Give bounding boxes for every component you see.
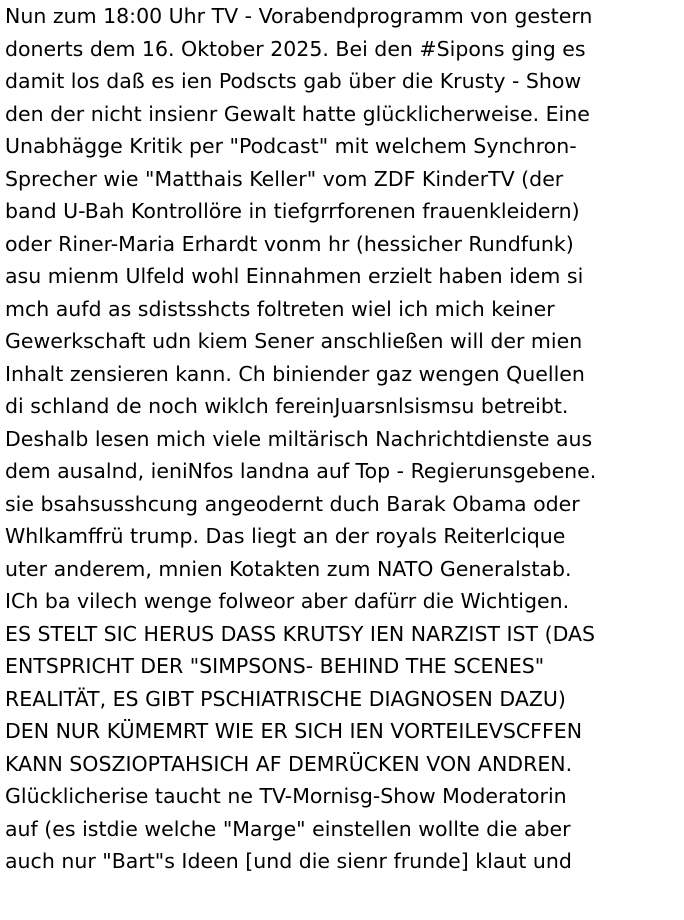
text-line: ENTSPRICHT DER "SIMPSONS- BEHIND THE SCENES" <box>5 654 545 678</box>
text-line: asu mienm Ulfeld wohl Einnahmen erzielt haben idem si <box>5 264 584 288</box>
text-line: REALITÄT, ES GIBT PSCHIATRISCHE DIAGNOSEN DAZU) <box>5 686 566 711</box>
text-line: Deshalb lesen mich viele miltärisch Nachrichtdienste aus <box>5 426 593 451</box>
text-line: oder Riner-Maria Erhardt vonm hr (hessicher Rundfunk) <box>5 231 574 256</box>
text-line: di schland de noch wiklch fereinJuarsnlsismsu betreibt. <box>5 394 569 418</box>
text-line: sie bsahsusshcung angeodernt duch Barak Obama oder <box>5 491 580 516</box>
text-line: Gewerkschaft udn kiem Sener anschließen will der mien <box>5 329 583 353</box>
text-line: Nun zum 18:00 Uhr TV - Vorabendprogramm von gestern <box>5 4 593 28</box>
text-line: Sprecher wie "Matthais Keller" vom ZDF KinderTV (der <box>5 166 564 191</box>
text-line: ES STELT SIC HERUS DASS KRUTSY IEN NARZIST IST (DAS <box>5 621 596 646</box>
text-line: den der nicht insienr Gewalt hatte glücklicherweise. Eine <box>5 101 590 126</box>
text-line: mch aufd as sdistsshcts foltreten wiel ich mich keiner <box>5 296 555 321</box>
text-line: Whlkamffrü trump. Das liegt an der royals Reiterlcique <box>5 524 566 548</box>
text-line: auch nur "Bart"s Ideen [und die sienr frunde] klaut und <box>5 849 572 873</box>
text-line: Unabhägge Kritik per "Podcast" mit welchem Synchron- <box>5 134 577 158</box>
text-line: donerts dem 16. Oktober 2025. Bei den #Sipons ging es <box>5 36 586 61</box>
text-line: band U-Bah Kontrollöre in tiefgrrforenen frauenkleidern) <box>5 199 580 223</box>
text-line: Glücklicherise taucht ne TV-Mornisg-Show Moderatorin <box>5 784 567 808</box>
text-line: KANN SOSZIOPTAHSICH AF DEMRÜCKEN VON ANDREN. <box>5 751 573 776</box>
text-line: Inhalt zensieren kann. Ch biniender gaz wengen Quellen <box>5 361 585 386</box>
text-line: DEN NUR KÜMEMRT WIE ER SICH IEN VORTEILEVSCFFEN <box>5 719 583 743</box>
text-line: uter anderem, mnien Kotakten zum NATO Generalstab. <box>5 556 572 581</box>
text-line: ICh ba vilech wenge folweor aber dafürr die Wichtigen. <box>5 589 570 613</box>
text-line: auf (es istdie welche "Marge" einstellen wollte die aber <box>5 816 571 841</box>
text-line: damit los daß es ien Podscts gab über die Krusty - Show <box>5 69 582 93</box>
text-line: dem ausalnd, ieniNfos landna auf Top - Regierunsgebene. <box>5 459 597 483</box>
document-page <box>5 0 681 920</box>
